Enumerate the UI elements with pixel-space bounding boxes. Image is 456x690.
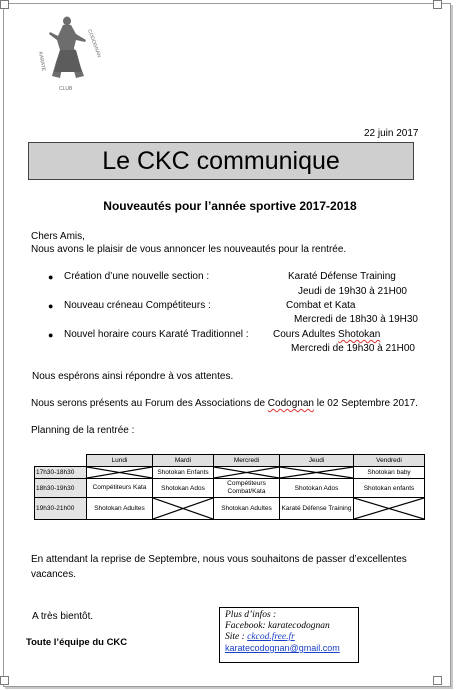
corner-mark-bottom-left bbox=[0, 676, 9, 685]
cross-mark bbox=[214, 467, 279, 478]
cross-mark bbox=[354, 498, 424, 519]
item-3-detail: Cours Adultes Shotokan bbox=[273, 329, 381, 340]
table-empty-cell bbox=[354, 498, 425, 520]
email-link[interactable]: karatecodognan@gmail.com bbox=[225, 643, 340, 653]
title-box bbox=[28, 142, 414, 180]
corner-mark-bottom-right bbox=[433, 676, 442, 685]
item-3-label: Nouvel horaire cours Karaté Traditionnel : bbox=[64, 329, 249, 340]
table-row bbox=[35, 498, 425, 520]
planning-table bbox=[34, 454, 425, 520]
bullet-dot-1: ● bbox=[48, 272, 54, 282]
table-empty-cell bbox=[280, 467, 354, 479]
info-site: Site : ckcod.free.fr bbox=[225, 632, 295, 642]
hope-text: Nous espérons ainsi répondre à vos attentes. bbox=[32, 371, 234, 382]
planning-label: Planning de la rentrée : bbox=[31, 425, 135, 436]
table-empty-cell bbox=[214, 467, 280, 479]
farewell-text: A très bientôt. bbox=[32, 611, 94, 622]
table-cell: Karaté Défense Training bbox=[280, 498, 354, 520]
signature-text: Toute l’équipe du CKC bbox=[26, 637, 128, 648]
club-logo bbox=[30, 12, 108, 94]
table-header-row bbox=[35, 455, 425, 467]
intro-text: Nous avons le plaisir de vous annoncer les nouveautés pour la rentrée. bbox=[31, 244, 347, 255]
table-time-cell: 18h30-19h30 bbox=[35, 479, 87, 498]
table-header-cell: Vendredi bbox=[354, 455, 425, 467]
table-cell: Shotokan baby bbox=[354, 467, 425, 479]
site-link[interactable]: ckcod.free.fr bbox=[247, 632, 295, 642]
table-cell: Shotokan enfants bbox=[354, 479, 425, 498]
info-facebook: Facebook: karatecodognan bbox=[225, 621, 330, 631]
closing-text-2: vacances. bbox=[31, 569, 77, 580]
document-subtitle: Nouveautés pour l’année sportive 2017-2018 bbox=[103, 199, 357, 213]
table-empty-cell bbox=[87, 467, 153, 479]
table-cell: Shotokan Adultes bbox=[87, 498, 153, 520]
svg-text:CLUB: CLUB bbox=[59, 86, 73, 92]
document-page bbox=[3, 3, 451, 687]
table-cell: Compétiteurs Combat/Kata bbox=[214, 479, 280, 498]
item-1-detail: Karaté Défense Training bbox=[288, 271, 396, 282]
document-title: Le CKC communique bbox=[102, 146, 340, 175]
svg-text:KARATE: KARATE bbox=[37, 51, 47, 72]
table-empty-cell bbox=[153, 498, 214, 520]
table-cell: Shotokan Ados bbox=[280, 479, 354, 498]
cross-mark bbox=[87, 467, 152, 478]
table-row bbox=[35, 467, 425, 479]
item-1-schedule: Jeudi de 19h30 à 21H00 bbox=[298, 286, 407, 297]
info-box bbox=[219, 607, 359, 663]
greeting: Chers Amis, bbox=[31, 231, 85, 242]
cross-mark bbox=[280, 467, 353, 478]
table-corner-cell bbox=[35, 455, 87, 467]
item-2-schedule: Mercredi de 18h30 à 19H30 bbox=[294, 314, 418, 325]
closing-text: En attendant la reprise de Septembre, nous vous souhaitons de passer d’excellentes bbox=[31, 554, 407, 565]
item-1-label: Création d’une nouvelle section : bbox=[64, 271, 210, 282]
document-date: 22 juin 2017 bbox=[364, 128, 419, 139]
table-header-cell: Mardi bbox=[153, 455, 214, 467]
bullet-dot-3: ● bbox=[48, 330, 54, 340]
table-cell: Shotokan Ados bbox=[153, 479, 214, 498]
table-header-cell: Lundi bbox=[87, 455, 153, 467]
item-3-schedule: Mercredi de 19h30 à 21H00 bbox=[291, 343, 415, 354]
table-cell: Shotokan Adultes bbox=[214, 498, 280, 520]
table-row bbox=[35, 479, 425, 498]
forum-text: Nous serons présents au Forum des Associations de Codognan le 02 Septembre 2017. bbox=[31, 398, 418, 409]
item-2-label: Nouveau créneau Compétiteurs : bbox=[64, 300, 211, 311]
item-2-detail: Combat et Kata bbox=[286, 300, 356, 311]
table-header-cell: Jeudi bbox=[280, 455, 354, 467]
info-title: Plus d’infos : bbox=[225, 610, 277, 620]
corner-mark-top-right bbox=[433, 0, 442, 9]
bullet-dot-2: ● bbox=[48, 301, 54, 311]
table-time-cell: 17h30-18h30 bbox=[35, 467, 87, 479]
table-cell: Compétiteurs Kata bbox=[87, 479, 153, 498]
table-header-cell: Mercredi bbox=[214, 455, 280, 467]
table-cell: Shotokan Enfants bbox=[153, 467, 214, 479]
cross-mark bbox=[153, 498, 213, 519]
table-time-cell: 19h30-21h00 bbox=[35, 498, 87, 520]
corner-mark-top-left bbox=[0, 0, 9, 9]
svg-text:CODOGNAN: CODOGNAN bbox=[86, 28, 102, 59]
